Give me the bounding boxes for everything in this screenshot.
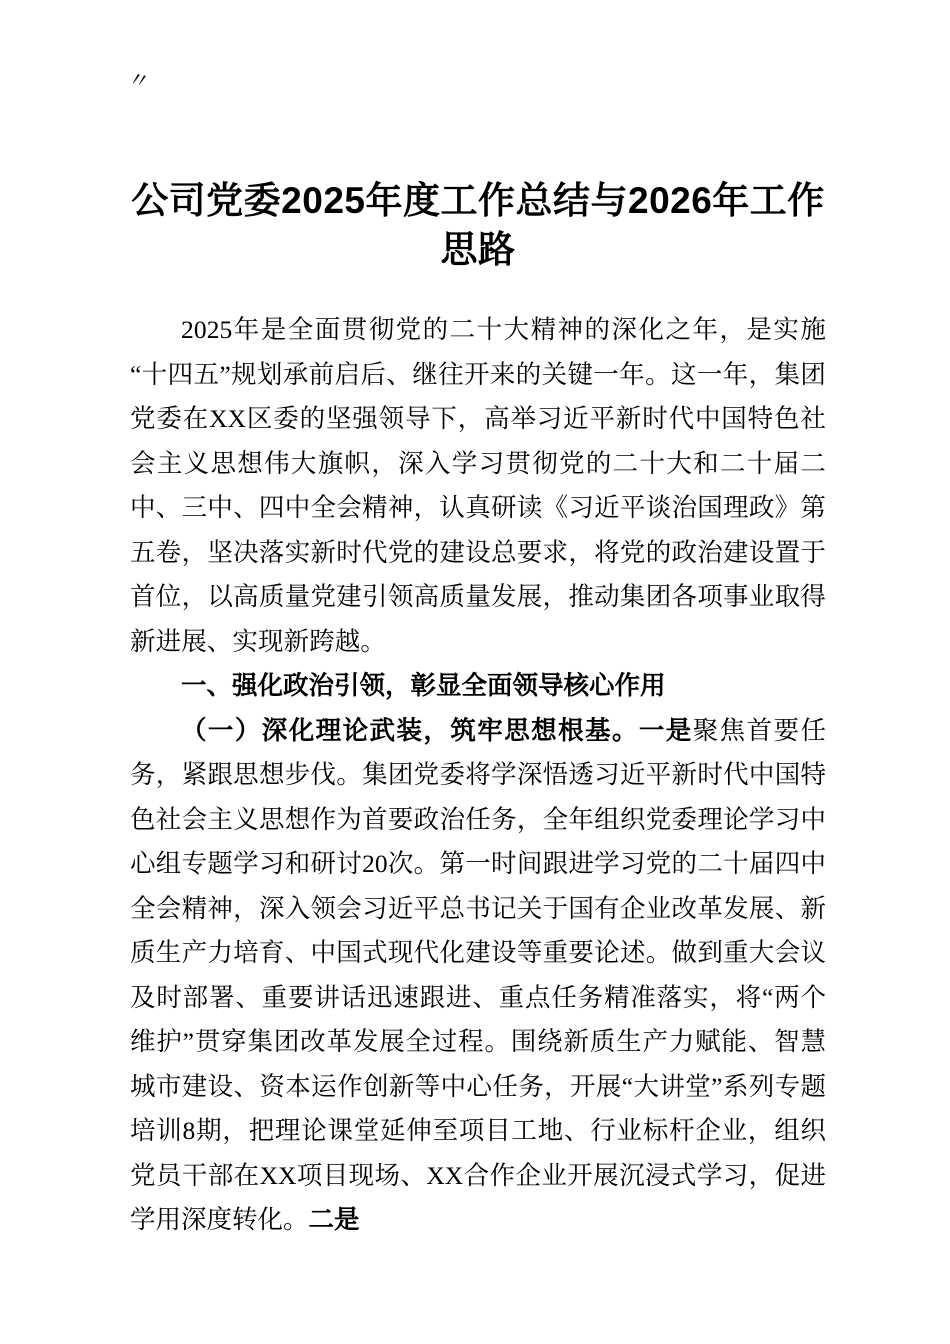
paragraph-intro: 2025年是全面贯彻党的二十大精神的深化之年，是实施“十四五”规划承前启后、继往开来的关键一年。这一年，集团党委在XX区委的坚强领导下，高举习近平新时代中国特色社会主义思想伟大旗帜，深入学习贯彻党的二十大和二十届二中、三中、四中全会精神，认真研读《习近平谈治国理政》第五卷，坚决落实新时代党的建设总要求，将党的政治建设置于首位，以高质量党建引领高质量发展，推动集团各项事业取得新进展、实现新跨越。 bbox=[130, 315, 826, 656]
section-heading-1: 一、强化政治引领，彰显全面领导核心作用 bbox=[181, 672, 666, 700]
subsection-bold-trailer: 二是 bbox=[308, 1206, 360, 1234]
subsection-body-text: 聚焦首要任务，紧跟思想步伐。集团党委将学深悟透习近平新时代中国特色社会主义思想作为首要政治任务，全年组织党委理论学习中心组专题学习和研讨20次。第一时间跟进学习党的二十届四中全会精神，深入领会习近平总书记关于国有企业改革发展、新质生产力培育、中国式现代化建设等重要论述。做到重大会议及时部署、重要讲话迅速跟进、重点任务精准落实，将“两个维护”贯穿集团改革发展全过程。围绕新质生产力赋能、智慧城市建设、资本运作创新等中心任务，开展“大讲堂”系列专题培训8期，把理论课堂延伸至项目工地、行业标杆企业，组织党员干部在XX项目现场、XX合作企业开展沉浸式学习，促进学用深度转化。 bbox=[130, 715, 826, 1234]
stray-tick-mark: 〃 bbox=[125, 65, 153, 96]
page-title: 公司党委2025年度工作总结与2026年工作思路 bbox=[131, 180, 825, 270]
document-content bbox=[130, 0, 826, 1243]
subsection-bold-lead: （一）深化理论武装，筑牢思想根基。一是 bbox=[181, 716, 693, 745]
subsection-heading-1-1 bbox=[130, 709, 826, 1243]
document-body bbox=[130, 308, 826, 1243]
